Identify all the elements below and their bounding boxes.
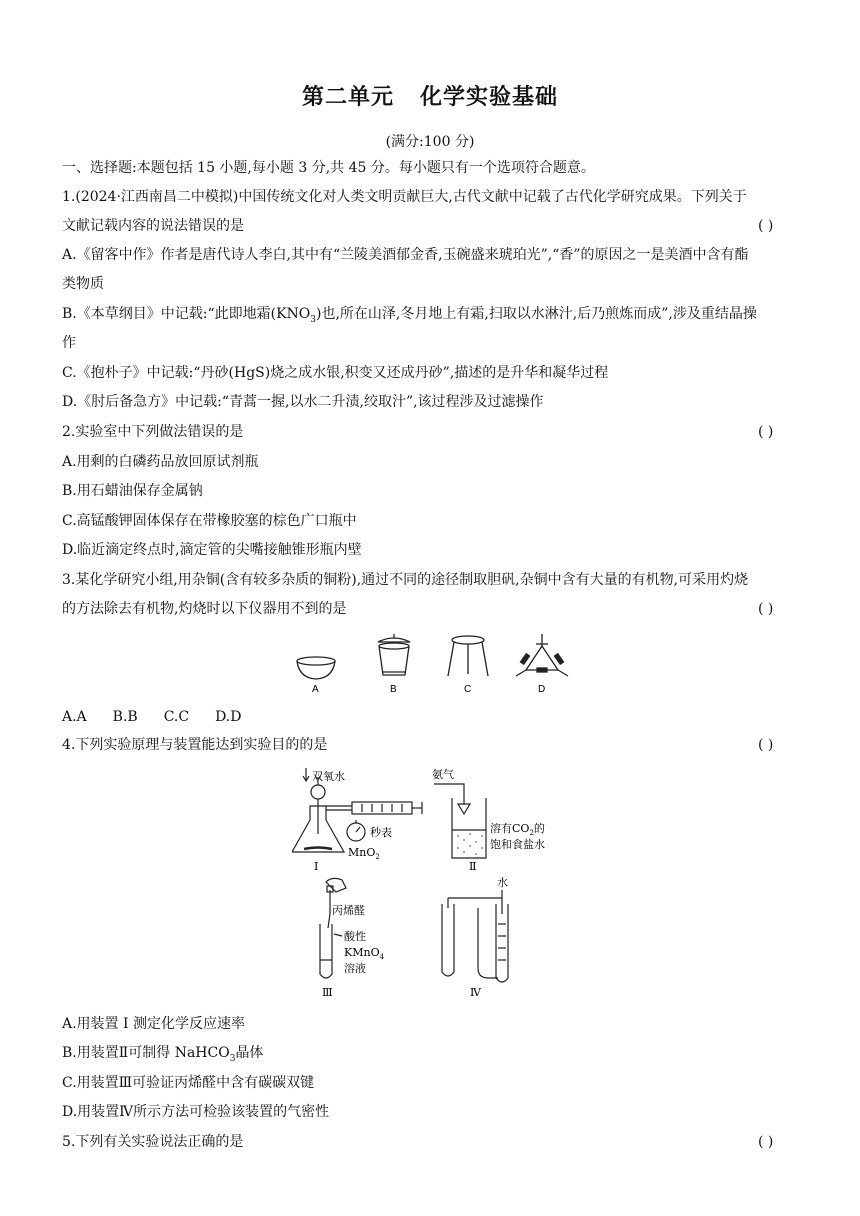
q3-choice-d: D.D <box>215 709 242 725</box>
q1-option-b-line1 <box>62 304 757 330</box>
q1-option-c: C.《抱朴子》中记载:“丹砂(HgS)烧之成水银,积变又还成丹砂”,描述的是升华和凝华过程 <box>62 365 609 381</box>
label-saturated-brine: 饱和食盐水 <box>490 838 545 851</box>
label-acidic: 酸性 <box>344 930 366 943</box>
q4-b-post: 晶体 <box>235 1045 264 1061</box>
page-title <box>0 80 860 111</box>
fig-label-d: D <box>538 684 546 695</box>
label-ammonia: 氨气 <box>432 768 454 781</box>
q4-answer-blank: ( ) <box>758 737 774 753</box>
q1-answer-blank: ( ) <box>758 218 774 234</box>
q5-answer-blank: ( ) <box>758 1134 774 1150</box>
evaporating-dish-icon <box>297 657 335 679</box>
label-kmno4 <box>344 946 385 961</box>
q2-option-c: C.高锰酸钾固体保存在带橡胶塞的棕色广口瓶中 <box>62 513 357 529</box>
fig-label-b: B <box>390 684 397 695</box>
q3-stem-line2: 的方法除去有机物,灼烧时以下仪器用不到的是 <box>62 601 347 617</box>
q1-b-post: )也,所在山泽,冬月地上有霜,扫取以水淋汁,后乃煎炼而成”,涉及重结晶操 <box>316 306 757 322</box>
q2-option-a: A.用剩的白磷药品放回原试剂瓶 <box>62 454 259 470</box>
label-co2-pre: 溶有CO <box>490 822 530 835</box>
q3-answer-blank: ( ) <box>758 601 774 617</box>
label-stopwatch: 秒表 <box>370 826 392 839</box>
label-apparatus-3: Ⅲ <box>322 986 333 999</box>
q1-option-b-line2: 作 <box>62 335 76 351</box>
label-apparatus-2: Ⅱ <box>469 860 477 873</box>
q2-option-b: B.用石蜡油保存金属钠 <box>62 483 203 499</box>
label-kmno4-pre: KMnO <box>344 946 380 959</box>
q1-b-pre: B.《本草纲目》中记载:“此即地霜(KNO <box>62 306 311 322</box>
label-co2-solution <box>490 821 545 837</box>
q1-option-a-line1: A.《留客中作》作者是唐代诗人李白,其中有“兰陵美酒郁金香,玉碗盛来琥珀光”,“香”的原因之一是美酒中含有酯 <box>62 247 749 263</box>
fig-label-a: A <box>312 684 319 695</box>
q3-choice-c: C.C <box>163 709 190 725</box>
q1-stem-line2: 文献记载内容的说法错误的是 <box>62 218 244 234</box>
label-acrolein: 丙烯醛 <box>332 904 365 917</box>
apparatus-3-icon <box>320 878 346 978</box>
q3-choice-a: A.A <box>62 709 87 725</box>
label-mno2-sub: 2 <box>375 853 380 861</box>
q4-option-a: A.用装置 Ⅰ 测定化学反应速率 <box>62 1016 245 1032</box>
label-co2-sub: 2 <box>529 829 534 837</box>
section-header: 一、选择题:本题包括 15 小题,每小题 3 分,共 45 分。每小题只有一个选项符合题意。 <box>62 160 595 176</box>
q3-choices <box>62 707 267 727</box>
crucible-icon <box>378 634 410 675</box>
q3-apparatus-figure <box>290 628 590 704</box>
q4-apparatus-figure <box>292 764 592 1004</box>
q4-option-d: D.用装置Ⅳ所示方法可检验该装置的气密性 <box>62 1104 330 1120</box>
apparatus-2-icon <box>434 784 486 858</box>
clay-triangle-icon <box>516 634 568 676</box>
q4-option-c: C.用装置Ⅲ可验证丙烯醛中含有碳碳双键 <box>62 1075 315 1091</box>
label-mno2-pre: MnO <box>348 846 376 859</box>
label-apparatus-4: Ⅳ <box>470 986 481 999</box>
q4-b-sub: 3 <box>229 1053 236 1064</box>
label-co2-post: 的 <box>533 822 545 835</box>
apparatus-4-icon <box>442 890 508 982</box>
q4-b-pre: B.用装置Ⅱ可制得 NaHCO <box>62 1045 230 1061</box>
page-title-unit: 第二单元 <box>301 85 394 110</box>
q1-b-sub: 3 <box>310 314 316 325</box>
q2-answer-blank: ( ) <box>758 424 774 440</box>
fig-label-c: C <box>464 684 472 695</box>
tripod-icon <box>448 636 488 676</box>
full-score-note: (满分:100 分) <box>385 134 475 150</box>
q3-stem-line1: 3.某化学研究小组,用杂铜(含有较多杂质的铜粉),通过不同的途径制取胆矾,杂铜中含有大量的有机物,可采用灼烧 <box>62 572 749 588</box>
q3-choice-b: B.B <box>112 709 138 725</box>
label-water: 水 <box>497 876 508 889</box>
q5-stem: 5.下列有关实验说法正确的是 <box>62 1134 244 1150</box>
q4-option-b <box>62 1043 263 1069</box>
label-apparatus-1: Ⅰ <box>314 860 319 873</box>
label-solution: 溶液 <box>344 962 366 975</box>
q1-stem-line1: 1.(2024·江西南昌二中模拟)中国传统文化对人类文明贡献巨大,古代文献中记载了古代化学研究成果。下列关于 <box>62 189 747 205</box>
q2-stem: 2.实验室中下列做法错误的是 <box>62 424 244 440</box>
label-hydrogen-peroxide: 双氧水 <box>312 770 345 783</box>
q4-stem: 4.下列实验原理与装置能达到实验目的的是 <box>62 737 328 753</box>
q1-option-d: D.《肘后备急方》中记载:“青蒿一握,以水二升渍,绞取汁”,该过程涉及过滤操作 <box>62 394 544 410</box>
page-title-topic: 化学实验基础 <box>420 85 559 110</box>
label-kmno4-sub: 4 <box>379 953 385 961</box>
q2-option-d: D.临近滴定终点时,滴定管的尖嘴接触锥形瓶内壁 <box>62 542 362 558</box>
label-mno2 <box>348 846 380 861</box>
saturated-brine-fill <box>457 833 483 855</box>
q1-option-a-line2: 类物质 <box>62 276 104 292</box>
